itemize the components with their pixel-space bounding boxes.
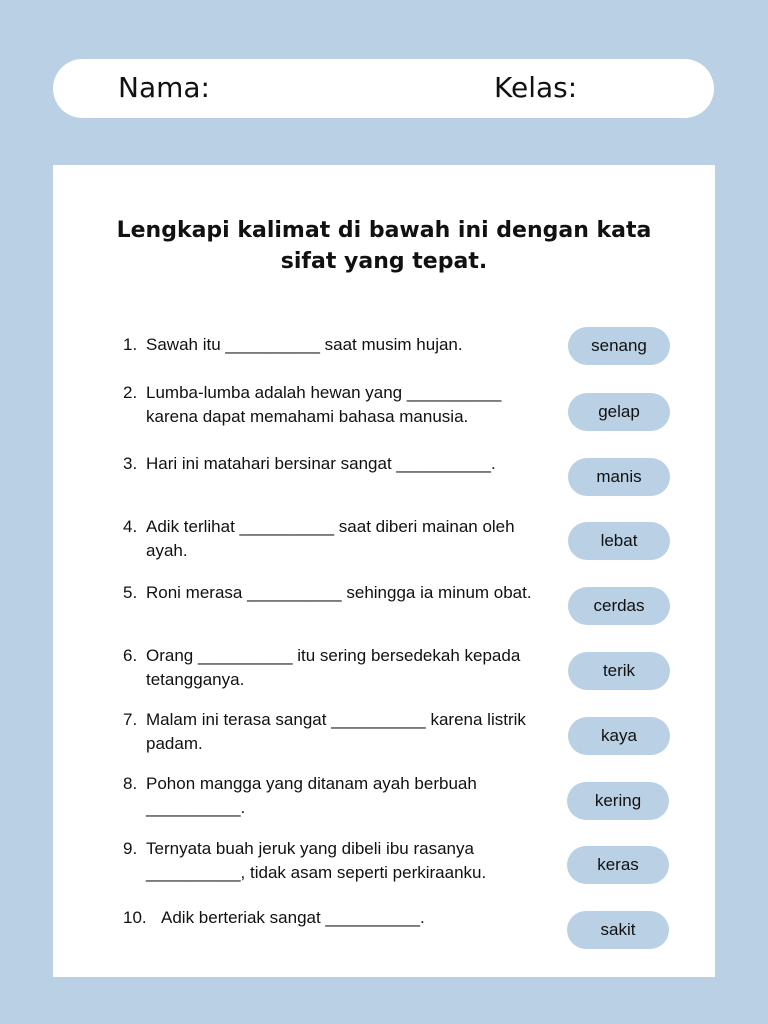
question-number: 1. — [123, 335, 138, 354]
word-option: senang — [568, 327, 670, 365]
word-option: kering — [567, 782, 669, 820]
question-item — [123, 381, 533, 429]
question-number: 3. — [123, 454, 138, 473]
question-number: 10. — [123, 908, 147, 927]
question-item — [123, 708, 533, 756]
question-number: 5. — [123, 583, 138, 602]
question-number: 8. — [123, 774, 138, 793]
class-label: Kelas: — [494, 71, 578, 104]
question-item — [123, 644, 533, 692]
word-option: cerdas — [568, 587, 670, 625]
question-number: 4. — [123, 517, 138, 536]
question-text: Malam ini terasa sangat __________ karena listrik padam. — [146, 710, 526, 753]
student-info-bar — [53, 59, 714, 118]
worksheet — [53, 165, 715, 977]
name-label: Nama: — [118, 71, 210, 104]
question-item — [123, 333, 533, 357]
question-number: 2. — [123, 383, 138, 402]
question-item — [123, 837, 533, 885]
question-item — [123, 581, 533, 605]
question-item — [123, 515, 533, 563]
question-text: Ternyata buah jeruk yang dibeli ibu rasanya __________, tidak asam seperti perkiraanku. — [146, 839, 487, 882]
question-text: Orang __________ itu sering bersedekah kepada tetangganya. — [146, 646, 521, 689]
question-number: 6. — [123, 646, 138, 665]
word-option: manis — [568, 458, 670, 496]
question-text: Sawah itu __________ saat musim hujan. — [146, 335, 463, 354]
word-option: sakit — [567, 911, 669, 949]
question-text: Adik terlihat __________ saat diberi mainan oleh ayah. — [146, 517, 515, 560]
question-text: Hari ini matahari bersinar sangat __________. — [146, 454, 496, 473]
question-item — [123, 452, 533, 476]
word-option: lebat — [568, 522, 670, 560]
worksheet-title: Lengkapi kalimat di bawah ini dengan kata sifat yang tepat. — [116, 218, 652, 274]
question-text: Pohon mangga yang ditanam ayah berbuah __________. — [146, 774, 477, 817]
question-item — [123, 906, 533, 930]
word-option: terik — [568, 652, 670, 690]
word-option: keras — [567, 846, 669, 884]
question-text: Adik berteriak sangat __________. — [161, 908, 425, 927]
question-item — [123, 772, 533, 820]
question-number: 7. — [123, 710, 138, 729]
word-option: kaya — [568, 717, 670, 755]
word-option: gelap — [568, 393, 670, 431]
question-number: 9. — [123, 839, 138, 858]
question-text: Lumba-lumba adalah hewan yang __________ karena dapat memahami bahasa manusia. — [146, 383, 502, 426]
question-text: Roni merasa __________ sehingga ia minum obat. — [146, 583, 532, 602]
